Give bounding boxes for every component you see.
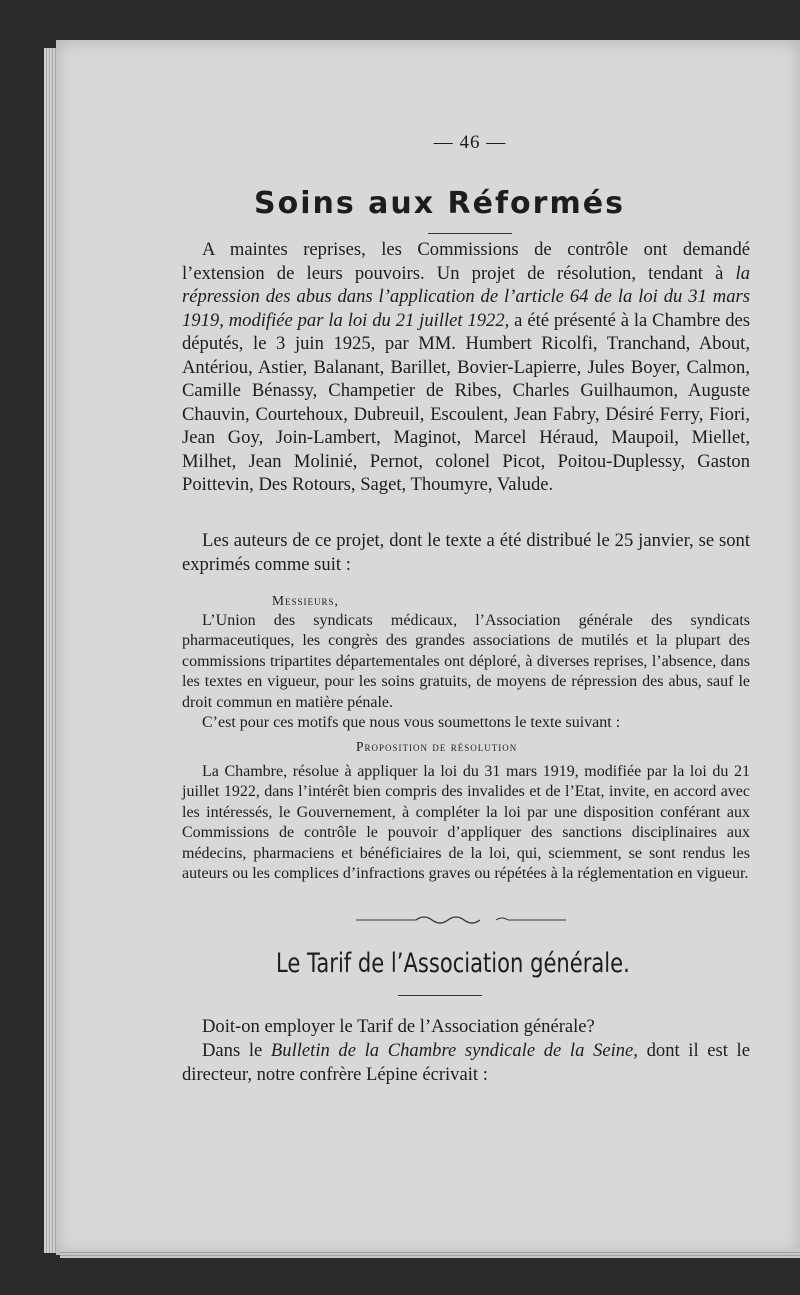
italic-run: la répression des abus dans l’application de l’article 64 de la loi du 31 mars 1919, modifiée par la loi du 21 juillet 1922, — [182, 262, 750, 331]
title-underline — [398, 995, 482, 996]
paragraph-question: Doit-on employer le Tarif de l’Association générale? — [202, 1016, 595, 1037]
proposition-text: La Chambre, résolue à appliquer la loi du 31 mars 1919, modifiée par la loi du 21 juillet 1922, dans l’intérêt bien compris des invalides et de l’Etat, invite, en accord avec les intéressés, le Gouvernement, à compléter la loi par une disposition conférant aux Commissions de contrôle le pouvoir d’appliquer des sanctions disciplinaires aux médecins, pharmaciens et bénéficiaires de la loi, qui, sciemment, se sont rendus les auteurs ou les complices d’infractions graves ou répétées à la réglementation en vigueur. — [182, 763, 750, 883]
text-run: a été présenté à la Chambre des députés, le 3 juin 1925, par MM. Humbert Ricolfi, Tranchand, About, Antériou, Astier, Balanant, Barillet, Bovier-Lapierre, Jules Boyer, Calmon, Camille Bénassy, Champetier de Ribes, Charles Guilhaumon, Auguste Chauvin, Courtehoux, Dubreuil, Escoulent, Jean Fabry, Désiré Ferry, Fiori, Jean Goy, Join-Lambert, Maginot, Marcel Héraud, Maupoil, Miellet, Milhet, Jean Molinié, Pernot, colonel Picot, Poitou-Duplessy, Gaston Poittevin, Des Rotours, Saget, Thoumyre, Valude. — [182, 309, 750, 495]
italic-run: Bulletin de la Chambre syndicale de la Seine, — [270, 1040, 638, 1061]
text-run: dont il est le directeur, notre confrère Lépine écrivait : — [182, 1040, 750, 1085]
text-run: A maintes reprises, les Commissions de contrôle ont demandé l’extension de leurs pouvoirs. Un projet de résolution, tendant à — [182, 239, 750, 284]
paragraph-authors: Les auteurs de ce projet, dont le texte a été distribué le 25 janvier, se sont exprimés comme suit : — [182, 530, 750, 575]
quote-paragraph-1: L’Union des syndicats médicaux, l’Association générale des syndicats pharmaceutiques, les congrès des grandes associations de mutilés et la plupart des commissions tripartites départementales ont déploré, à diverses reprises, l’absence, dans les textes en vigueur, pour les soins gratuits, de moyens de répression des abus, sauf le droit commun en matière pénale. — [182, 612, 750, 711]
proposition-heading: Proposition de résolution — [356, 739, 518, 754]
section-title-soins: Soins aux Réformés — [254, 186, 625, 221]
title-underline — [428, 233, 512, 234]
paragraph-intro — [182, 238, 750, 497]
quote-paragraph-2: C’est pour ces motifs que nous vous soumettons le texte suivant : — [202, 714, 621, 731]
paragraph-bulletin — [182, 1039, 750, 1086]
page-number: — 46 — — [433, 132, 507, 153]
page-stack-bottom-edge — [60, 1250, 800, 1258]
salutation: Messieurs, — [272, 593, 339, 608]
text-run: Dans le — [202, 1040, 271, 1061]
section-title-tarif: Le Tarif de l’Association générale. — [276, 948, 630, 979]
ornament-divider — [356, 912, 566, 926]
